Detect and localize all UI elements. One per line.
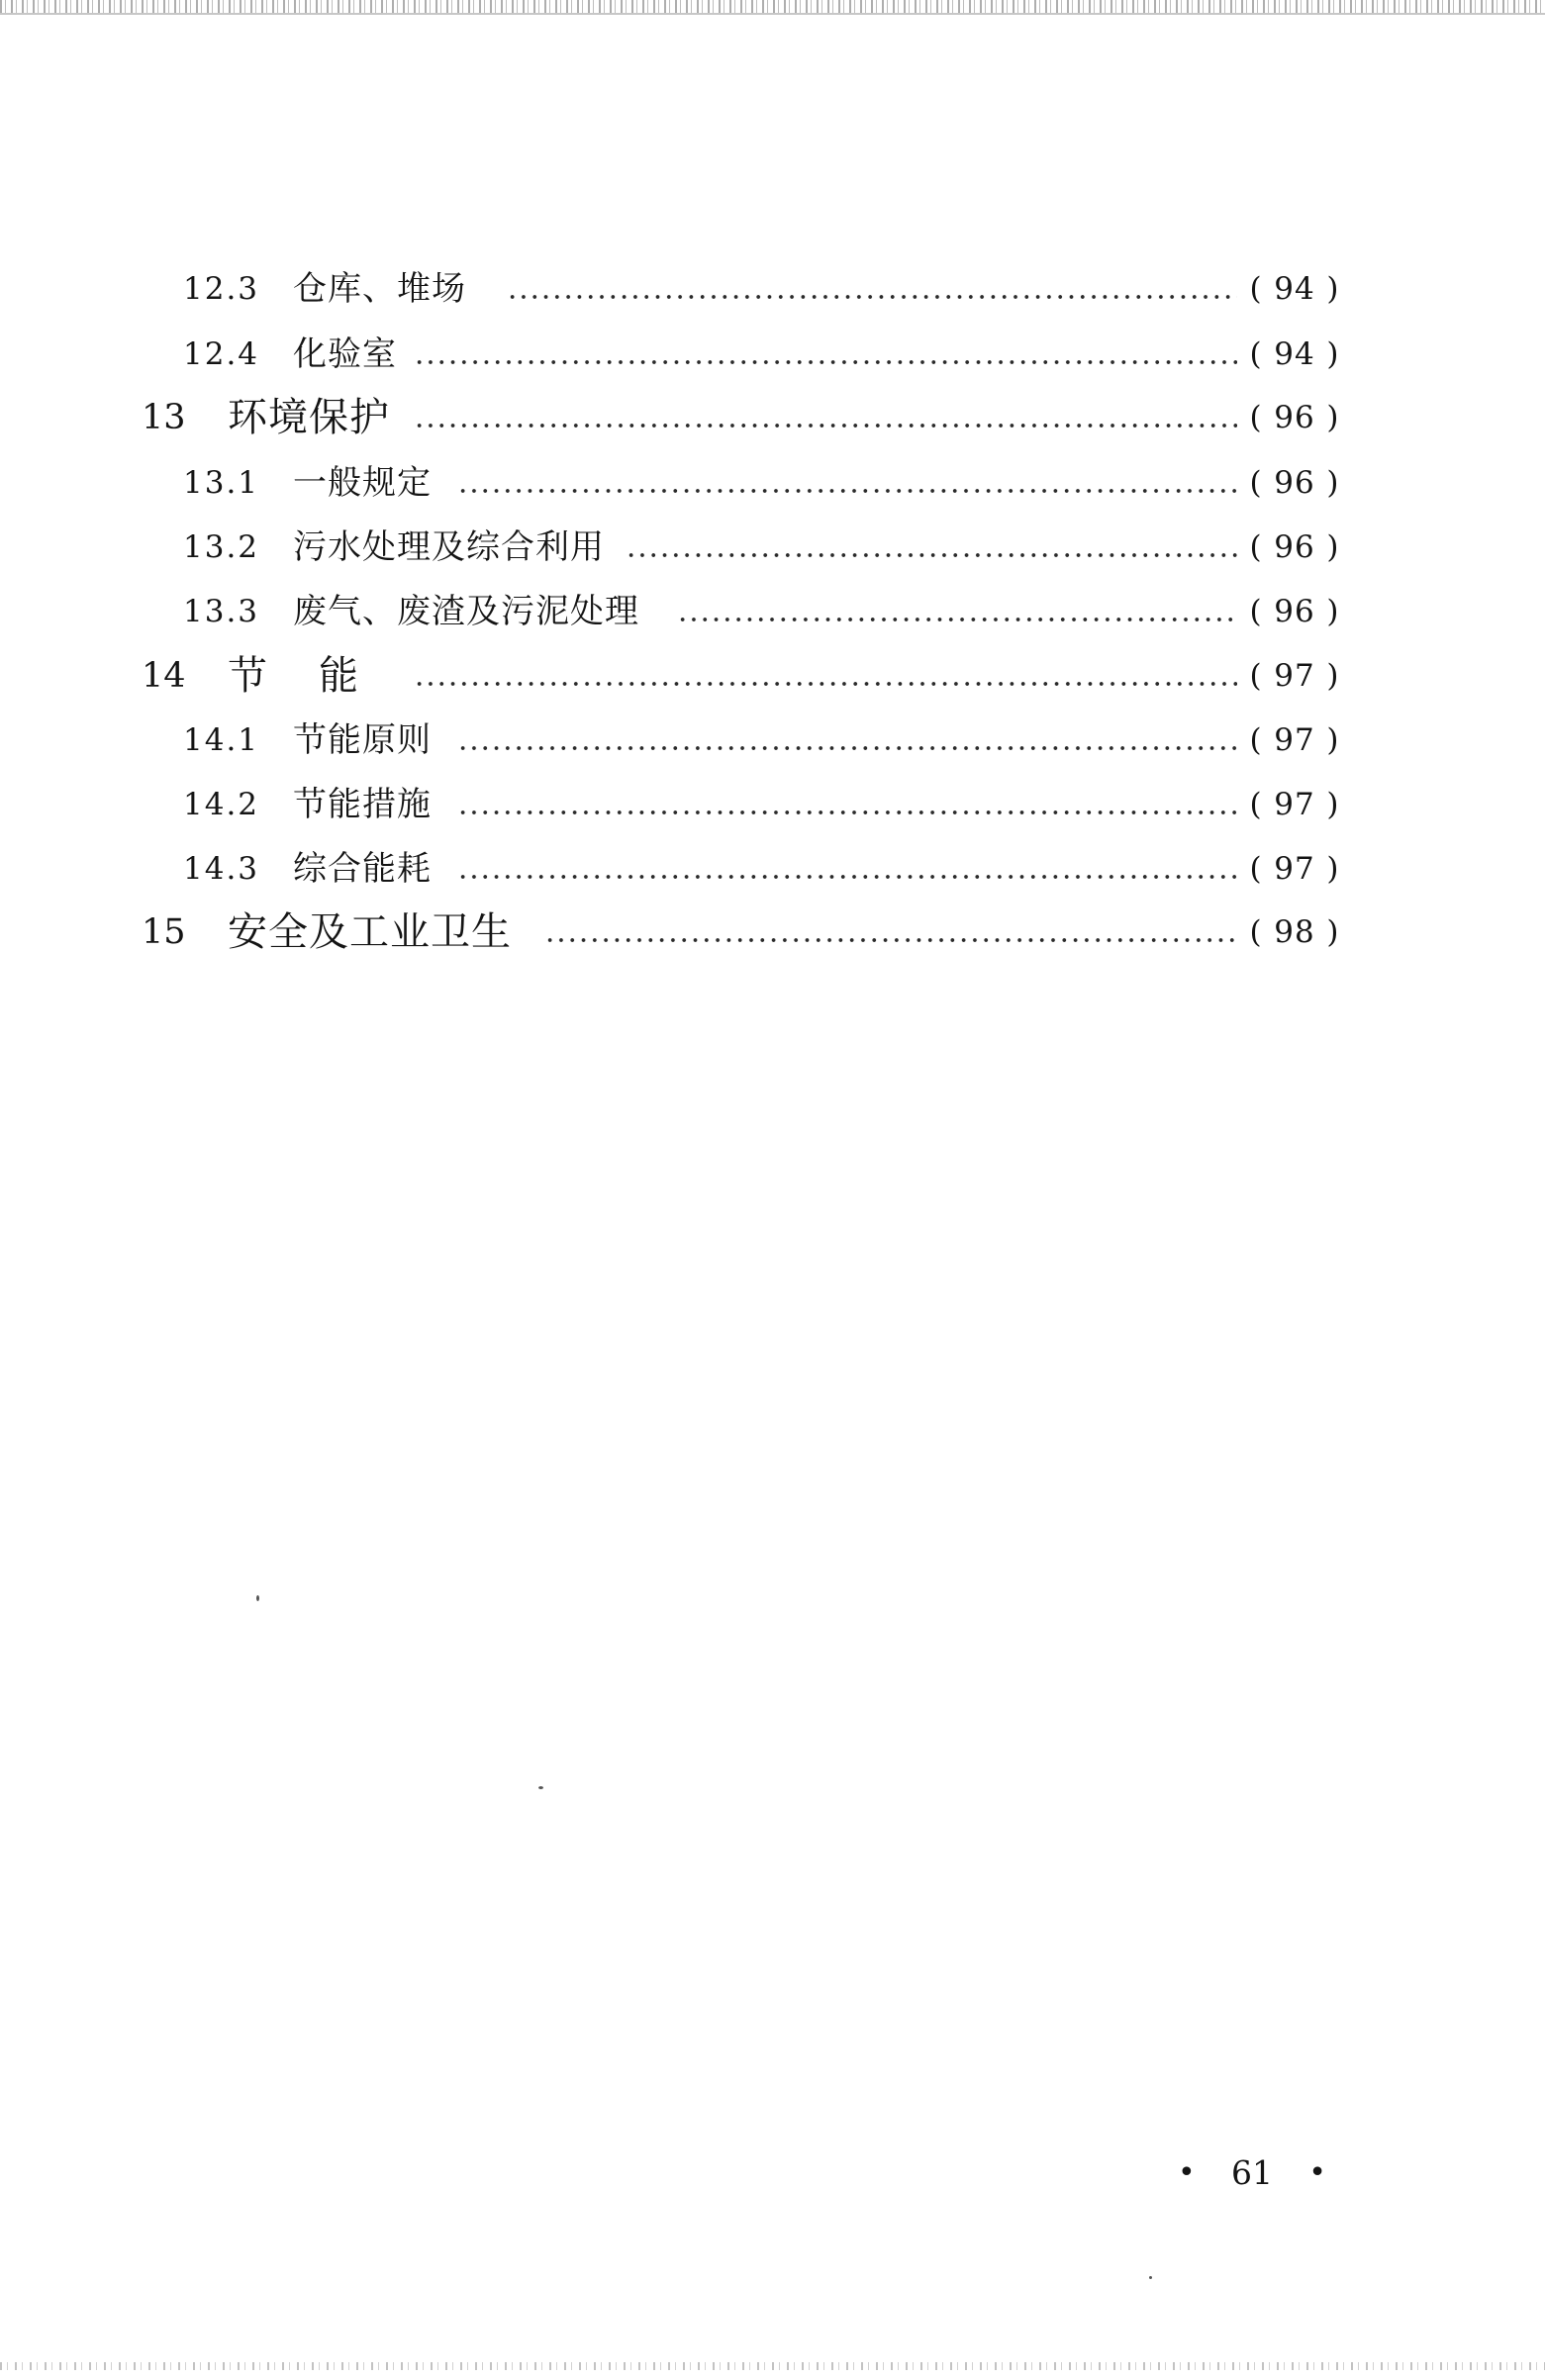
toc-entry-title: 污水处理及综合利用: [293, 527, 605, 567]
toc-entry-page: ( 96 ): [1249, 529, 1340, 565]
dot-leader: [457, 453, 1237, 513]
toc-entry-12-3[interactable]: [0, 259, 1545, 319]
dot-leader: [544, 903, 1237, 962]
toc-entry-number: 12.3: [183, 271, 260, 307]
toc-entry-title: 安全及工业卫生: [228, 909, 512, 955]
toc-entry-page: ( 96 ): [1249, 594, 1340, 629]
toc-entry-title: 仓库、堆场: [293, 269, 466, 309]
toc-entry-number: 13: [142, 398, 186, 437]
toc-entry-title: 化验室: [293, 334, 397, 374]
toc-entry-number: 13.2: [183, 529, 260, 565]
page-number-value: 61: [1231, 2152, 1273, 2192]
toc-entry-15[interactable]: [0, 903, 1545, 962]
table-of-contents: [0, 0, 1545, 990]
toc-entry-page: ( 96 ): [1249, 400, 1340, 435]
toc-entry-page: ( 96 ): [1249, 465, 1340, 501]
toc-entry-title: 一般规定: [293, 463, 432, 503]
toc-entry-title: 综合能耗: [293, 849, 432, 889]
dot-leader: [457, 775, 1237, 834]
toc-entry-title: 节 能: [228, 653, 364, 699]
dot-leader: [626, 518, 1237, 577]
toc-entry-page: ( 97 ): [1249, 722, 1340, 758]
toc-entry-title: 节能措施: [293, 785, 432, 824]
toc-entry-13-2[interactable]: [0, 518, 1545, 577]
toc-entry-14-1[interactable]: [0, 711, 1545, 770]
dot-leader: [414, 646, 1237, 706]
dot-leader: [507, 259, 1237, 319]
toc-entry-title: 节能原则: [293, 720, 432, 760]
dot-leader: [457, 839, 1237, 899]
dot-leader: [677, 582, 1237, 641]
toc-entry-number: 13.3: [183, 594, 260, 629]
toc-entry-title: 废气、废渣及污泥处理: [293, 592, 639, 631]
scan-speck: [1149, 2276, 1152, 2279]
dot-leader: [414, 388, 1237, 447]
dot-leader: [457, 711, 1237, 770]
toc-entry-page: ( 98 ): [1249, 914, 1340, 950]
page-number: [1178, 2144, 1326, 2200]
bullet-left: •: [1178, 2154, 1196, 2190]
toc-entry-13[interactable]: [0, 388, 1545, 447]
toc-entry-number: 14.1: [183, 722, 260, 758]
toc-entry-title: 环境保护: [228, 395, 390, 440]
toc-entry-12-4[interactable]: [0, 325, 1545, 384]
toc-entry-number: 12.4: [183, 336, 260, 372]
toc-entry-number: 14: [142, 656, 186, 696]
toc-entry-14-2[interactable]: [0, 775, 1545, 834]
bullet-right: •: [1308, 2154, 1326, 2190]
toc-entry-page: ( 94 ): [1249, 336, 1340, 372]
toc-entry-page: ( 97 ): [1249, 787, 1340, 822]
toc-entry-14[interactable]: [0, 646, 1545, 706]
toc-entry-number: 14.3: [183, 851, 260, 887]
toc-entry-13-1[interactable]: [0, 453, 1545, 513]
scan-edge-bottom: [0, 2362, 1545, 2370]
toc-entry-number: 13.1: [183, 465, 260, 501]
dot-leader: [414, 325, 1237, 384]
scan-speck: [256, 1595, 259, 1601]
toc-entry-page: ( 94 ): [1249, 271, 1340, 307]
toc-entry-number: 14.2: [183, 787, 260, 822]
scan-speck: [538, 1786, 543, 1789]
toc-entry-13-3[interactable]: [0, 582, 1545, 641]
toc-entry-page: ( 97 ): [1249, 658, 1340, 694]
toc-entry-14-3[interactable]: [0, 839, 1545, 899]
toc-entry-number: 15: [142, 912, 186, 952]
toc-entry-page: ( 97 ): [1249, 851, 1340, 887]
